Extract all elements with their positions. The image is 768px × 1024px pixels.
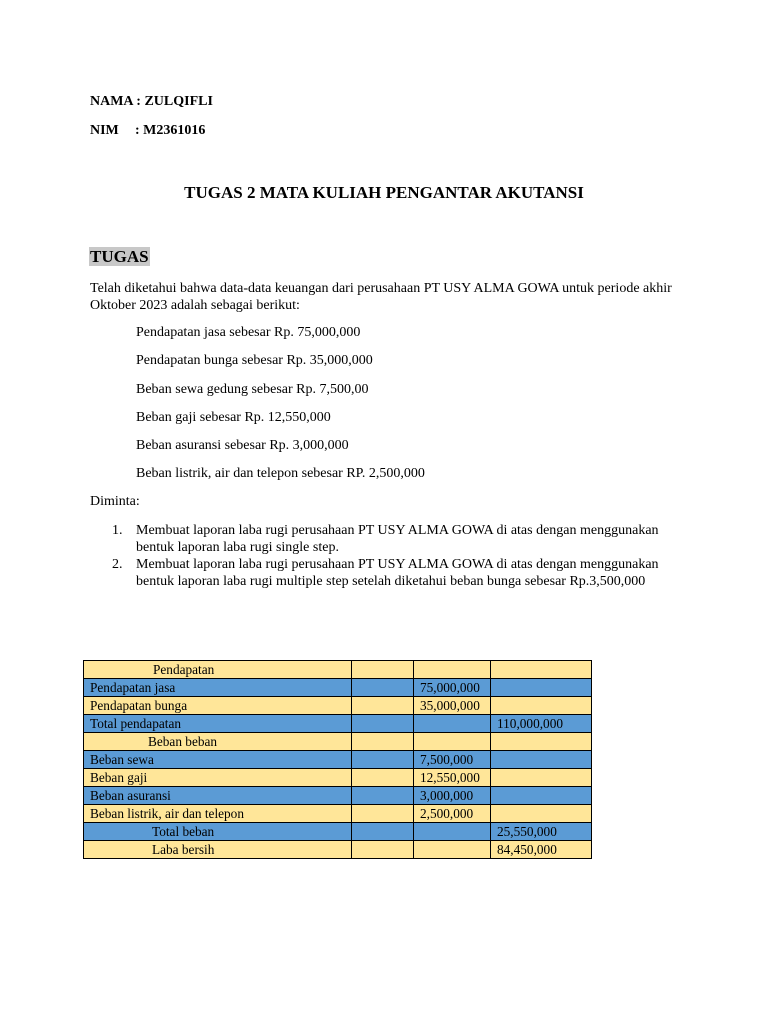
income-statement-table [83, 660, 592, 859]
cell [491, 697, 592, 715]
nama-separator: : [136, 94, 141, 109]
cell [491, 679, 592, 697]
cell [491, 751, 592, 769]
cell: 75,000,000 [414, 679, 491, 697]
nim-line [90, 123, 205, 139]
cell: 7,500,000 [414, 751, 491, 769]
section-heading-text: TUGAS [90, 247, 149, 266]
cell [352, 715, 414, 733]
task-number: 1. [112, 523, 123, 538]
row-label: Beban beban [84, 733, 352, 751]
data-item: Beban sewa gedung sebesar Rp. 7,500,00 [136, 382, 369, 397]
cell [414, 661, 491, 679]
row-label: Beban sewa [84, 751, 352, 769]
table-row [84, 841, 592, 859]
cell: 35,000,000 [414, 697, 491, 715]
row-label: Beban gaji [84, 769, 352, 787]
cell: 2,500,000 [414, 805, 491, 823]
name-line [90, 94, 213, 110]
cell [414, 715, 491, 733]
cell: 25,550,000 [491, 823, 592, 841]
cell [352, 823, 414, 841]
table-row [84, 661, 592, 679]
cell [352, 679, 414, 697]
task-item [90, 556, 680, 590]
cell: 84,450,000 [491, 841, 592, 859]
nim-separator: : [135, 123, 140, 138]
table-row [84, 751, 592, 769]
cell [491, 787, 592, 805]
task-list [90, 522, 680, 590]
task-number: 2. [112, 557, 123, 572]
nim-value: M2361016 [143, 123, 206, 138]
data-item: Pendapatan jasa sebesar Rp. 75,000,000 [136, 325, 361, 340]
cell [491, 805, 592, 823]
table-row [84, 679, 592, 697]
nama-value: ZULQIFLI [144, 94, 213, 109]
intro-paragraph: Telah diketahui bahwa data-data keuangan dari perusahaan PT USY ALMA GOWA untuk periode akhir Oktober 2023 adalah sebagai berikut: [90, 281, 672, 313]
cell [352, 841, 414, 859]
cell [352, 733, 414, 751]
cell [491, 769, 592, 787]
cell [352, 751, 414, 769]
section-heading [89, 247, 150, 267]
task-item [90, 522, 680, 556]
data-item: Beban listrik, air dan telepon sebesar RP. 2,500,000 [136, 466, 425, 481]
table-row [84, 823, 592, 841]
nama-label: NAMA [90, 94, 133, 109]
table-row [84, 787, 592, 805]
table-row [84, 805, 592, 823]
cell [352, 805, 414, 823]
cell: 110,000,000 [491, 715, 592, 733]
data-item: Beban asuransi sebesar Rp. 3,000,000 [136, 438, 349, 453]
cell [352, 769, 414, 787]
row-label: Total beban [84, 823, 352, 841]
row-label: Laba bersih [84, 841, 352, 859]
task-line: Membuat laporan laba rugi perusahaan PT USY ALMA GOWA di atas dengan menggunakan [136, 523, 659, 538]
cell [491, 733, 592, 751]
task-line: Membuat laporan laba rugi perusahaan PT USY ALMA GOWA di atas dengan menggunakan [136, 557, 659, 572]
cell: 12,550,000 [414, 769, 491, 787]
row-label: Beban asuransi [84, 787, 352, 805]
nim-label: NIM [90, 123, 119, 138]
row-label: Pendapatan [84, 661, 352, 679]
cell [352, 787, 414, 805]
task-line: bentuk laporan laba rugi multiple step setelah diketahui beban bunga sebesar Rp.3,500,000 [136, 574, 646, 589]
data-item: Pendapatan bunga sebesar Rp. 35,000,000 [136, 353, 373, 368]
row-label: Pendapatan jasa [84, 679, 352, 697]
data-item: Beban gaji sebesar Rp. 12,550,000 [136, 410, 331, 425]
cell [414, 841, 491, 859]
cell [414, 823, 491, 841]
row-label: Pendapatan bunga [84, 697, 352, 715]
cell [352, 697, 414, 715]
table-row [84, 715, 592, 733]
diminta-label: Diminta: [90, 494, 140, 509]
cell: 3,000,000 [414, 787, 491, 805]
task-line: bentuk laporan laba rugi single step. [136, 540, 339, 555]
cell [352, 661, 414, 679]
cell [491, 661, 592, 679]
table-row [84, 733, 592, 751]
row-label: Total pendapatan [84, 715, 352, 733]
table-row [84, 697, 592, 715]
table-row [84, 769, 592, 787]
row-label: Beban listrik, air dan telepon [84, 805, 352, 823]
cell [414, 733, 491, 751]
page-title: TUGAS 2 MATA KULIAH PENGANTAR AKUTANSI [184, 183, 584, 202]
